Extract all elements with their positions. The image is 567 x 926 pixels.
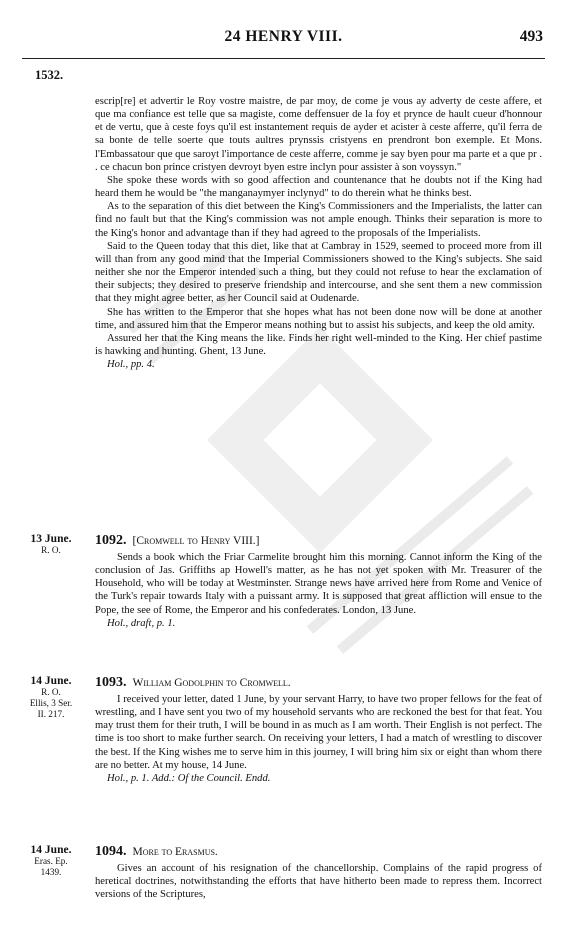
entry-heading bbox=[95, 844, 542, 860]
entry-source: Eras. Ep. bbox=[34, 856, 68, 866]
entry-heading bbox=[95, 533, 542, 549]
entry-date: 14 June. bbox=[30, 844, 72, 856]
signoff: Hol., pp. 4. bbox=[107, 359, 155, 371]
paragraph: She has written to the Emperor that she hopes what has not been done now will be done at another time, and assured him that the Emperor means nothing but to assist his subjects, and keep the old amity. bbox=[95, 306, 542, 331]
entry-source: R. O. bbox=[41, 545, 61, 555]
entry-source: 1439. bbox=[40, 867, 62, 877]
entry-title: More to Erasmus. bbox=[132, 846, 218, 858]
paragraph: Sends a book which the Friar Carmelite brought him this morning. Cannot inform the King of the conclusion of Jas. Griffiths ap Howell's matter, as he has not yet spoken with Mr. Treasurer of the Household, who will be today at Westminster. Strange news have arrived here from Rome and Venice of the Turk's repair towards Italy with a puissant army. It is supposed that great affliction will ensue to the Pope, the see of Rome, the Emperor and his confederates. London, 13 June. bbox=[95, 552, 542, 616]
entry-body bbox=[95, 862, 542, 901]
entry-margin bbox=[20, 533, 82, 556]
signoff: Hol., draft, p. 1. bbox=[107, 617, 176, 629]
paragraph: Said to the Queen today that this diet, like that at Cambray in 1529, seemed to proceed more from ill will than from any good mind that the Imperial Commissioners showed to the King's subjects. She said neither she nor the Emperor intended such a thing, but they could not refuse to hear the exclamation of their subjects; they desired to preserve friendship and intercourse, and she sent them a new commission that they might agree better, as her Council said at Oudenarde. bbox=[95, 240, 542, 305]
year-margin: 1532. bbox=[35, 68, 64, 82]
entry-margin bbox=[20, 675, 82, 720]
entry-date: 13 June. bbox=[30, 533, 72, 545]
paragraph: She spoke these words with so good affection and countenance that he doubts not if the King had heard them he would be "the manganaymyer inclynyd" to do therein what he thinks best. bbox=[95, 174, 542, 200]
paragraph: escrip[re] et advertir le Roy vostre maistre, de par moy, de come je vous ay adverty de ceste affere, et que ma confiance est telle que sa magiste, come deffensuer de la foy et prynce de hault cueur d'honnour et de vertu, que à ceste foys qu'il est instantement requis de ayder et acister à ceste afferre, qu'il ferra de sa bonte de telle soerte que touts aultres prynssis cristyens en prendront bon exemple. Et Mons. l'Embassatour que que saroyt l'importance de ceste afferre, comme je say byen pour ma parte et a que pr . . ce chacun bon prince cristyen devroyt byen estre inclyn pour assister à son voyssyn." bbox=[95, 96, 542, 173]
entry-source: II. 217. bbox=[37, 709, 65, 719]
paragraph: I received your letter, dated 1 June, by your servant Harry, to have two proper fellows for the feat of wrestling, and I have sent you two of my household servants who are reckoned the best for that feat. You may trust them for their truth, I will be bound in as much as I am worth. Their English is not perfect. The time is too short to make further search. On receiving your letters, I had a match of wrestling to discover the best. If the King wishes me to serve him in this journey, I will bring him six or eight than whom there are no better. At my house, 14 June. bbox=[95, 694, 542, 771]
entry-number: 1094. bbox=[95, 844, 127, 859]
entry-heading bbox=[95, 675, 542, 691]
paragraph: Gives an account of his resignation of the chancellorship. Complains of the rapid progress of heretical doctrines, notwithstanding the efforts that have hitherto been made to repress them. Incorrect versions of the Scriptures, bbox=[95, 863, 542, 901]
entry-source: R. O. bbox=[41, 687, 61, 697]
continuation-text bbox=[95, 95, 542, 371]
entry-title: [Cromwell to Henry VIII.] bbox=[132, 535, 260, 547]
entry-body bbox=[95, 551, 542, 630]
page-number: 493 bbox=[519, 28, 543, 45]
paragraph: Assured her that the King means the like. Finds her right well-minded to the King. Her chief pastime is hawking and hunting. Ghent, 13 June. bbox=[95, 332, 542, 357]
running-title: 24 HENRY VIII. bbox=[224, 28, 343, 45]
paragraph: As to the separation of this diet between the King's Commissioners and the Imperialists, the latter can find no fault but that the King's commission was not ample enough. Thinks their separation is more to the King's honor and advantage than if they had agreed to the proposals of the Imperialists. bbox=[95, 201, 542, 239]
entry-title: William Godolphin to Cromwell. bbox=[132, 677, 291, 689]
entry-date: 14 June. bbox=[30, 675, 72, 687]
entry-source: Ellis, 3 Ser. bbox=[29, 698, 73, 708]
header-rule bbox=[22, 58, 545, 59]
entry-margin bbox=[20, 844, 82, 878]
signoff: Hol., p. 1. Add.: Of the Council. Endd. bbox=[107, 772, 271, 784]
entry-number: 1092. bbox=[95, 533, 127, 548]
entry-body bbox=[95, 693, 542, 785]
entry-number: 1093. bbox=[95, 675, 127, 690]
running-head bbox=[0, 28, 567, 50]
